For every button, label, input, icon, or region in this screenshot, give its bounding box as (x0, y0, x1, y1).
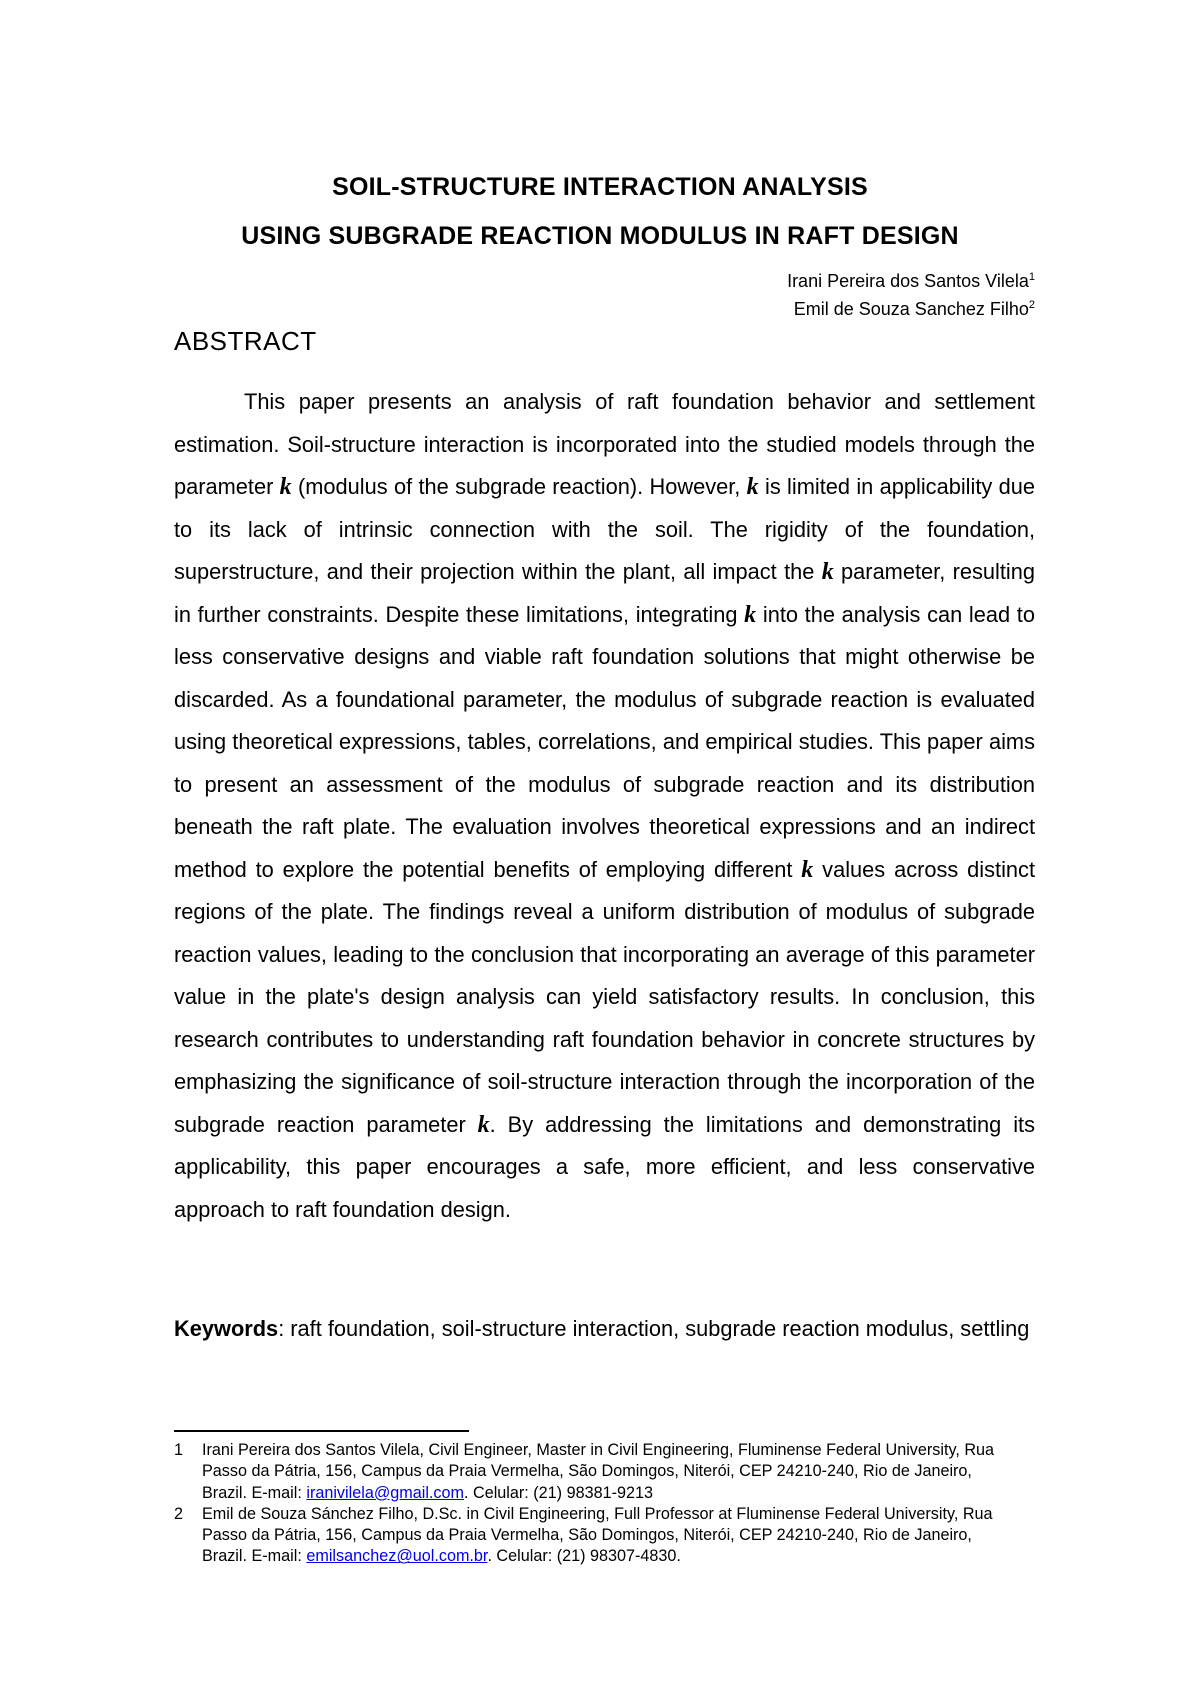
k-symbol: k (801, 856, 814, 883)
author-2-name: Emil de Souza Sanchez Filho (793, 299, 1029, 319)
abstract-text-7: . By addressing the limitations and demonstrating its applicability, this paper encourages a safe, more efficient, and less conservative approach to raft foundation design. (174, 1111, 1035, 1222)
k-symbol: k (477, 1111, 490, 1138)
abstract-text-4: parameter, resulting in further constraints. Despite these limitations, integrating (174, 559, 1035, 627)
k-symbol: k (746, 474, 759, 500)
footnote-1-phone: . Celular: (21) 98381-9213 (464, 1483, 653, 1502)
keywords (174, 1308, 1035, 1351)
keywords-text: : raft foundation, soil-structure interaction, subgrade reaction modulus, settling (278, 1316, 1030, 1341)
footnote-2-text: Emil de Souza Sánchez Filho, D.Sc. in Civil Engineering, Full Professor at Fluminense Federal University, Rua Passo da Pátria, 156, Campus da Praia Vermelha, São Domingos, Niterói, CEP 24210-240, Rio de Janeiro, Brazil. E-mail: (202, 1504, 993, 1566)
k-symbol: k (279, 474, 292, 500)
author-1-name: Irani Pereira dos Santos Vilela (787, 271, 1029, 291)
footnote-2 (174, 1504, 1004, 1568)
footnote-1-text: Irani Pereira dos Santos Vilela, Civil Engineer, Master in Civil Engineering, Fluminense Federal University, Rua Passo da Pátria, 156, Campus da Praia Vermelha, São Domingos, Niterói, CEP 24210-240, Rio de Janeiro, Brazil. E-mail: (202, 1441, 995, 1502)
abstract-text-3: is limited in applicability due to its lack of intrinsic connection with the soil. The rigidity of the foundation, superstructure, and their projection within the plant, all impact the (174, 474, 1035, 584)
abstract-text-2: (modulus of the subgrade reaction). However, (291, 474, 747, 499)
footnote-divider (174, 1430, 469, 1432)
footnote-2-number: 2 (174, 1504, 184, 1523)
footnote-1 (174, 1440, 1004, 1504)
k-symbol: k (744, 601, 757, 628)
abstract-text-6: values across distinct regions of the plate. The findings reveal a uniform distribution of modulus of subgrade reaction values, leading to the conclusion that incorporating an average of this parameter value in the plate's design analysis can yield satisfactory results. In conclusion, this research contributes to understanding raft foundation behavior in concrete structures by emphasizing the significance of soil-structure interaction through the incorporation of the subgrade reaction parameter (174, 856, 1035, 1137)
paper-title-line-1: SOIL-STRUCTURE INTERACTION ANALYSIS (332, 173, 868, 201)
author-1 (787, 271, 1035, 292)
footnote-1-email-link[interactable]: iranivilela@gmail.com (306, 1483, 465, 1502)
abstract-text-5: into the analysis can lead to less conservative designs and viable raft foundation solutions that might otherwise be discarded. As a foundational parameter, the modulus of subgrade reaction is evaluated using theoretical expressions, tables, correlations, and empirical studies. This paper aims to present an assessment of the modulus of subgrade reaction and its distribution beneath the raft plate. The evaluation involves theoretical expressions and an indirect method to explore the potential benefits of employing different (174, 601, 1035, 882)
keywords-label: Keywords (174, 1316, 279, 1341)
footnote-1-number: 1 (174, 1441, 184, 1459)
footnotes (174, 1440, 1004, 1568)
k-symbol: k (821, 559, 834, 585)
paper-title-line-2: USING SUBGRADE REACTION MODULUS IN RAFT DESIGN (241, 222, 959, 250)
footnote-2-phone: . Celular: (21) 98307-4830. (487, 1547, 681, 1566)
abstract-text-1: This paper presents an analysis of raft foundation behavior and settlement estimation. Soil-structure interaction is incorporated into the studied models through the parameter (174, 389, 1035, 499)
author-2-footnote-mark: 2 (1028, 299, 1035, 311)
abstract-heading: ABSTRACT (174, 326, 317, 356)
author-2 (794, 299, 1035, 320)
abstract-body (174, 381, 1035, 1231)
footnote-2-email-link[interactable]: emilsanchez@uol.com.br (306, 1547, 488, 1566)
author-1-footnote-mark: 1 (1028, 271, 1035, 283)
